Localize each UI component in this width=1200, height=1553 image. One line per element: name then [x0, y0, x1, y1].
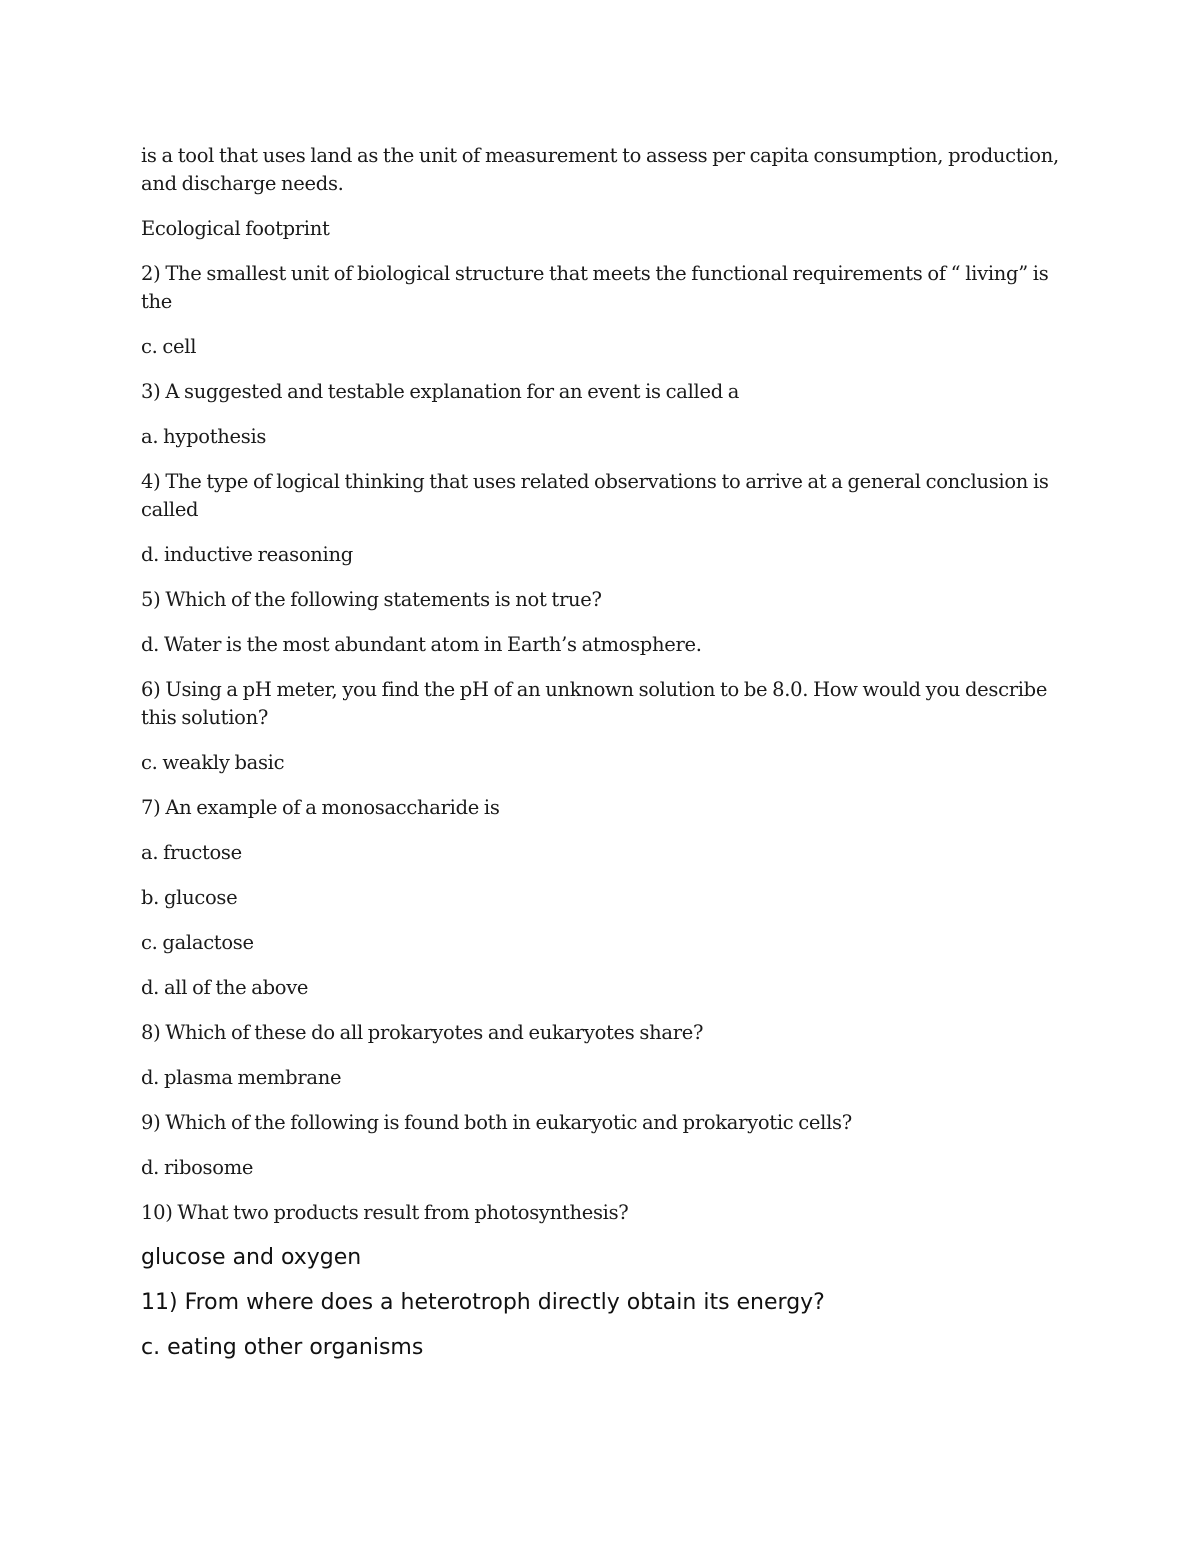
answer-2: c. cell	[141, 335, 197, 358]
answer-5: d. Water is the most abundant atom in Earth’s atmosphere.	[141, 633, 702, 656]
answer-4: d. inductive reasoning	[141, 543, 353, 566]
question-6: 6) Using a pH meter, you find the pH of an unknown solution to be 8.0. How would you describe this solution?	[141, 678, 1048, 729]
question-4: 4) The type of logical thinking that uses related observations to arrive at a general conclusion is called	[141, 470, 1049, 521]
answer-6: c. weakly basic	[141, 751, 285, 774]
answer-3: a. hypothesis	[141, 425, 267, 448]
question-5: 5) Which of the following statements is not true?	[141, 588, 602, 611]
question-8: 8) Which of these do all prokaryotes and eukaryotes share?	[141, 1021, 704, 1044]
question-7: 7) An example of a monosaccharide is	[141, 796, 500, 819]
answer-7a: a. fructose	[141, 841, 242, 864]
answer-7c: c. galactose	[141, 931, 254, 954]
question-10: 10) What two products result from photosynthesis?	[141, 1201, 629, 1224]
answer-1: Ecological footprint	[141, 217, 330, 240]
question-9: 9) Which of the following is found both in eukaryotic and prokaryotic cells?	[141, 1111, 852, 1134]
answer-8: d. plasma membrane	[141, 1066, 342, 1089]
question-11: 11) From where does a heterotroph directly obtain its energy?	[141, 1290, 825, 1315]
answer-11: c. eating other organisms	[141, 1335, 424, 1360]
document-body	[141, 142, 1066, 1379]
answer-7b: b. glucose	[141, 886, 238, 909]
question-2: 2) The smallest unit of biological structure that meets the functional requirements of “ living” is the	[141, 262, 1049, 313]
question-3: 3) A suggested and testable explanation for an event is called a	[141, 380, 740, 403]
answer-9: d. ribosome	[141, 1156, 254, 1179]
answer-10: glucose and oxygen	[141, 1245, 362, 1270]
question-1-text: is a tool that uses land as the unit of measurement to assess per capita consumption, production, and discharge needs.	[141, 144, 1059, 195]
answer-7d: d. all of the above	[141, 976, 309, 999]
